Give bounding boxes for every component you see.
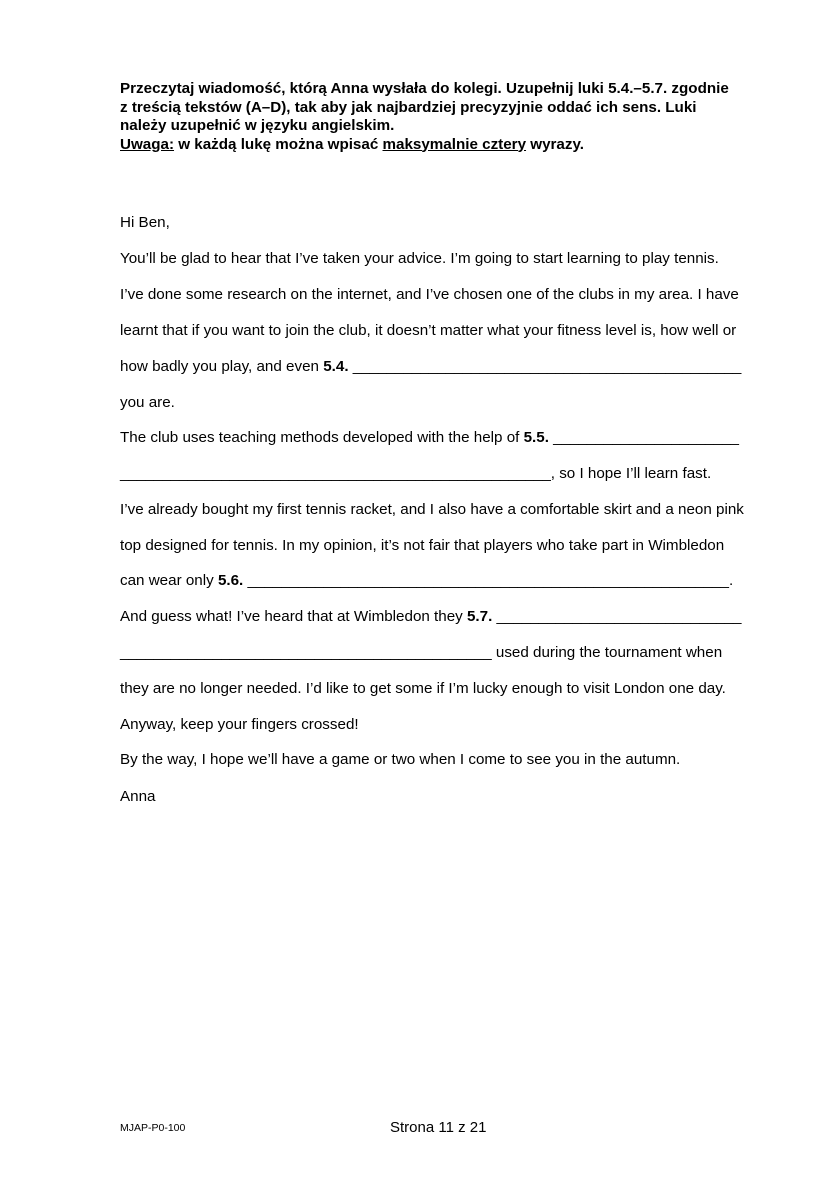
- note-label: Uwaga:: [120, 135, 175, 153]
- instruction-line-1: Przeczytaj wiadomość, którą Anna wysłała do kolegi. Uzupełnij luki 5.4.–5.7. zgodnie: [120, 80, 729, 97]
- line-11-text: And guess what! I’ve heard that at Wimbledon they: [120, 608, 467, 625]
- letter-line-2: I’ve done some research on the internet, and I’ve chosen one of the clubs in my area. I have: [120, 286, 739, 303]
- gap-number-5-6: 5.6.: [217, 572, 244, 589]
- line-6-text: The club uses teaching methods developed with the help of: [120, 429, 524, 446]
- letter-line-11: [120, 607, 742, 627]
- task-instructions: [120, 80, 760, 154]
- letter-line-13: they are no longer needed. I’d like to get some if I’m lucky enough to visit London one day.: [120, 680, 726, 697]
- letter-line-15: By the way, I hope we’ll have a game or two when I come to see you in the autumn.: [120, 751, 681, 768]
- letter-line-1: You’ll be glad to hear that I’ve taken your advice. I’m going to start learning to play tennis.: [120, 250, 719, 267]
- letter-line-14: Anyway, keep your fingers crossed!: [120, 716, 359, 733]
- gap-number-5-7: 5.7.: [466, 608, 493, 625]
- gap-5-4-blank[interactable]: ______________________________________________: [348, 358, 742, 375]
- note-text-2: wyrazy.: [526, 135, 584, 153]
- letter-signature: Anna: [120, 788, 156, 805]
- letter-line-6: [120, 428, 739, 448]
- instruction-line-3: należy uzupełnić w języku angielskim.: [120, 117, 395, 134]
- gap-5-6-blank[interactable]: _________________________________________________________.: [243, 572, 734, 589]
- gap-number-5-4: 5.4.: [323, 358, 349, 375]
- letter-line-8: I’ve already bought my first tennis racket, and I also have a comfortable skirt and a neon pink: [120, 501, 744, 518]
- note-text-1: w każdą lukę można wpisać: [174, 135, 383, 153]
- letter-greeting: Hi Ben,: [120, 214, 170, 231]
- instruction-note: [120, 136, 760, 155]
- page-number: Strona 11 z 21: [390, 1119, 487, 1136]
- note-emphasis: maksymalnie cztery: [382, 135, 527, 153]
- gap-5-5-blank[interactable]: ______________________: [548, 429, 739, 446]
- gap-5-7-blank[interactable]: _____________________________: [492, 608, 742, 625]
- letter-line-12[interactable]: ____________________________________________ used during the tournament when: [120, 644, 723, 661]
- letter-line-3: learnt that if you want to join the club, it doesn’t matter what your fitness level is, how well or: [120, 322, 737, 339]
- instruction-line-2: z treścią tekstów (A–D), tak aby jak najbardziej precyzyjnie oddać ich sens. Luki: [120, 98, 697, 116]
- letter-line-4: [120, 357, 741, 377]
- letter-line-10: [120, 571, 733, 591]
- gap-number-5-5: 5.5.: [523, 429, 549, 446]
- line-10-text: can wear only: [120, 572, 218, 589]
- letter-line-9: top designed for tennis. In my opinion, it’s not fair that players who take part in Wimbledon: [120, 537, 725, 554]
- line-4-text: how badly you play, and even: [120, 358, 324, 375]
- letter-line-5: you are.: [120, 394, 175, 411]
- exam-code: MJAP-P0-100: [120, 1122, 186, 1134]
- letter-line-7[interactable]: ___________________________________________________, so I hope I’ll learn fast.: [120, 465, 712, 482]
